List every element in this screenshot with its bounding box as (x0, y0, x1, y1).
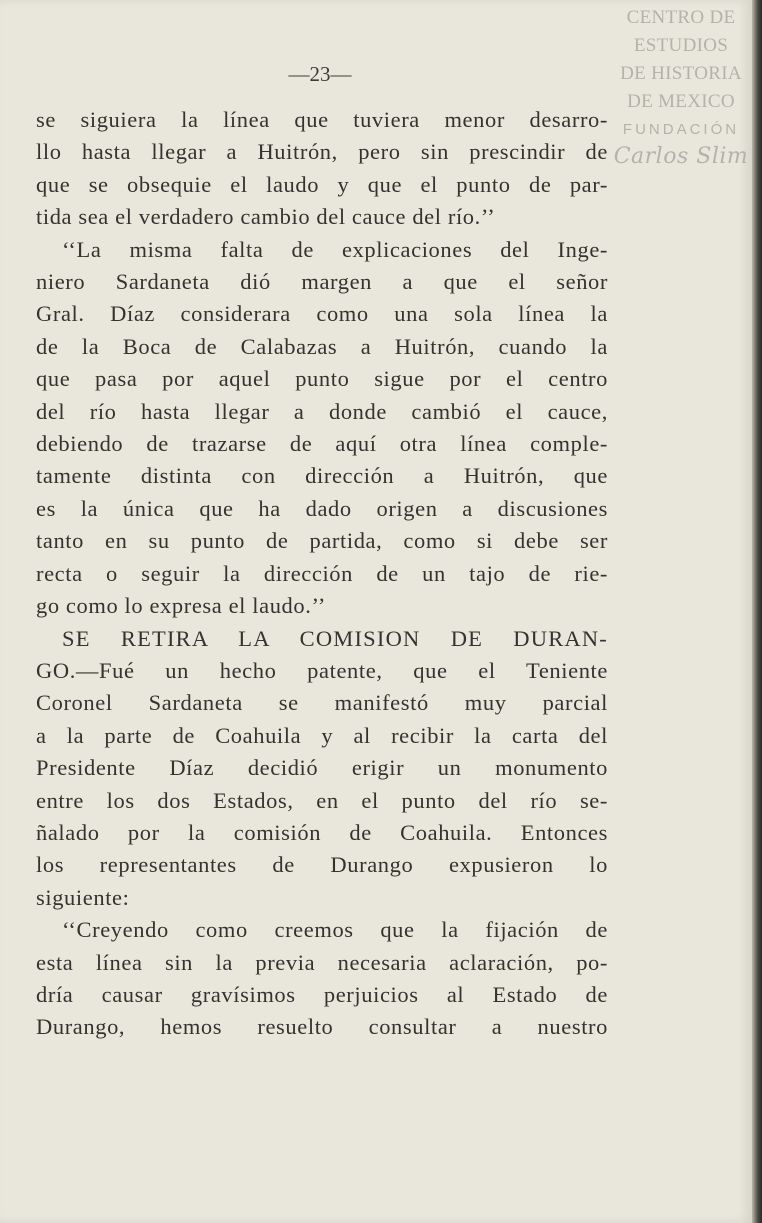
text-line: Gral. Díaz considerara como una sola línea la (36, 301, 608, 327)
watermark-line: ESTUDIOS (633, 35, 729, 56)
page-number: —23— (288, 62, 352, 86)
text-line: ‘‘La misma falta de explicaciones del Inge- (62, 236, 608, 262)
text-line: ñalado por la comisión de Coahuila. Entonces (36, 819, 608, 845)
text-line: Presidente Díaz decidió erigir un monumento (36, 755, 608, 781)
text-line: tamente distinta con dirección a Huitrón, que (36, 463, 608, 489)
text-line: que pasa por aquel punto sigue por el centro (36, 366, 608, 392)
text-line: de la Boca de Calabazas a Huitrón, cuando la (36, 333, 608, 359)
watermark-foundation: FUNDACIÓN (622, 121, 740, 138)
watermark-line: DE MEXICO (627, 91, 735, 112)
text-line: dría causar gravísimos perjuicios al Estado de (36, 981, 608, 1007)
text-line: llo hasta llegar a Huitrón, pero sin prescindir de (36, 139, 608, 165)
text-line: ‘‘Creyendo como creemos que la fijación de (62, 917, 608, 943)
watermark-logo (606, 4, 756, 172)
text-line: a la parte de Coahuila y al recibir la carta del (36, 722, 608, 748)
page-edge (752, 0, 762, 1223)
watermark-line: CENTRO DE (626, 7, 736, 28)
text-line: se siguiera la línea que tuviera menor desarro- (36, 107, 608, 132)
text-line: tanto en su punto de partida, como si debe ser (36, 528, 608, 554)
text-line: esta línea sin la previa necesaria aclaración, po- (36, 949, 608, 975)
text-line: Coronel Sardaneta se manifestó muy parcial (36, 690, 608, 716)
text-line: entre los dos Estados, en el punto del río se- (36, 787, 608, 813)
section-heading: SE RETIRA LA COMISION DE DURAN- (62, 625, 608, 651)
text-line: recta o seguir la dirección de un tajo de rie- (36, 560, 608, 586)
text-line: los representantes de Durango expusieron lo (36, 852, 608, 878)
text-line: es la única que ha dado origen a discusiones (36, 495, 608, 521)
watermark-signature: Carlos Slim (613, 144, 749, 169)
text-line: go como lo expresa el laudo.’’ (36, 593, 326, 619)
text-line: niero Sardaneta dió margen a que el señor (36, 269, 608, 295)
text-line: tida sea el verdadero cambio del cauce del río.’’ (36, 204, 496, 230)
text-line: del río hasta llegar a donde cambió el cauce, (36, 398, 608, 424)
watermark-line: DE HISTORIA (620, 63, 742, 84)
text-line: debiendo de trazarse de aquí otra línea comple- (36, 431, 608, 457)
text-line: GO.—Fué un hecho patente, que el Teniente (36, 657, 608, 683)
body-text (36, 104, 608, 1044)
text-line: siguiente: (36, 884, 130, 910)
text-line: Durango, hemos resuelto consultar a nuestro (36, 1014, 608, 1040)
text-line: que se obsequie el laudo y que el punto de par- (36, 171, 608, 197)
